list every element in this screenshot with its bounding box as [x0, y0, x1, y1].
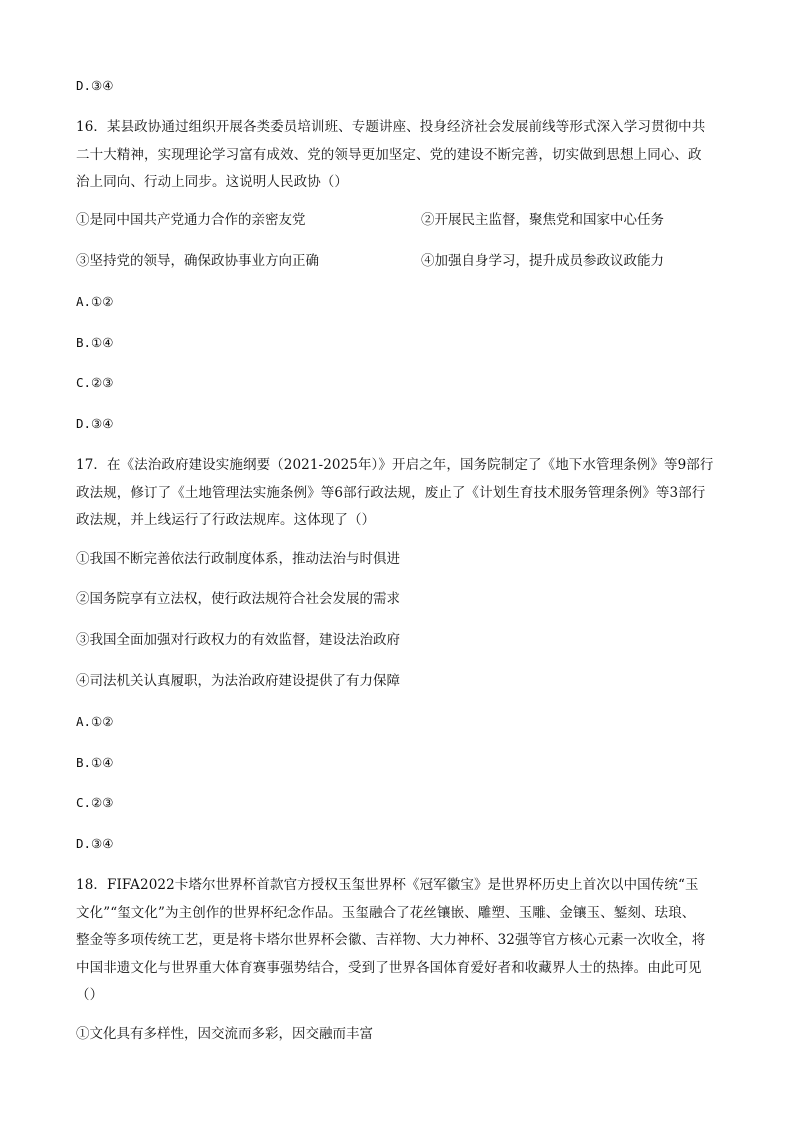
- q17-option-a: A.①②: [76, 714, 114, 729]
- q18-stem-line-5: （）: [76, 987, 104, 1003]
- q16-stem-line-2: 二十大精神，实现理论学习富有成效、党的领导更加坚定、党的建设不断完善，切实做到思想上同心、政: [76, 147, 702, 163]
- q16-option-c: C.②③: [76, 375, 114, 390]
- q16-statement-2: ②开展民主监督，聚焦党和国家中心任务: [421, 212, 664, 228]
- q16-statement-3: ③坚持党的领导，确保政协事业方向正确: [76, 253, 319, 269]
- q17-stem-line-3: 政法规，并上线运行了行政法规库。这体现了（）: [76, 512, 376, 528]
- q17-stem-line-1: 17．在《法治政府建设实施纲要（2021-2025年）》开启之年，国务院制定了《地下水管理条例》等9部行: [76, 457, 714, 473]
- q17-stem-line-2: 政法规，修订了《土地管理法实施条例》等6部行政法规，废止了《计划生育技术服务管理条例》等3部行: [76, 485, 706, 501]
- q18-statement-1: ①文化具有多样性，因交流而多彩，因交融而丰富: [76, 1026, 373, 1042]
- q16-option-d: D.③④: [76, 416, 114, 431]
- q18-stem-line-3: 整金等多项传统工艺，更是将卡塔尔世界杯会徽、吉祥物、大力神杯、32强等官方核心元素一次收全，将: [76, 932, 706, 948]
- q16-option-b: B.①④: [76, 335, 114, 350]
- q17-option-c: C.②③: [76, 795, 114, 810]
- q16-stem-line-3: 治上同向、行动上同步。这说明人民政协（）: [76, 174, 348, 190]
- q17-statement-4: ④司法机关认真履职，为法治政府建设提供了有力保障: [76, 673, 400, 689]
- q16-statement-1: ①是同中国共产党通力合作的亲密友党: [76, 212, 306, 228]
- q17-option-d: D.③④: [76, 836, 114, 851]
- q15-option-d: D.③④: [76, 78, 114, 93]
- q18-stem-line-2: 文化”“玺文化”为主创作的世界杯纪念作品。玉玺融合了花丝镶嵌、雕塑、玉雕、金镶玉、錾刻、珐琅、: [76, 905, 696, 921]
- q17-statement-1: ①我国不断完善依法行政制度体系，推动法治与时俱进: [76, 551, 400, 567]
- q17-statement-3: ③我国全面加强对行政权力的有效监督，建设法治政府: [76, 632, 400, 648]
- q16-statement-4: ④加强自身学习，提升成员参政议政能力: [421, 253, 664, 269]
- q16-option-a: A.①②: [76, 294, 114, 309]
- q17-option-b: B.①④: [76, 755, 114, 770]
- q18-stem-line-4: 中国非遗文化与世界重大体育赛事强势结合，受到了世界各国体育爱好者和收藏界人士的热捧。由此可见: [76, 960, 702, 976]
- q16-stem-line-1: 16．某县政协通过组织开展各类委员培训班、专题讲座、投身经济社会发展前线等形式深入学习贯彻中共: [76, 119, 706, 135]
- q17-statement-2: ②国务院享有立法权，使行政法规符合社会发展的需求: [76, 591, 400, 607]
- q18-stem-line-1: 18．FIFA2022卡塔尔世界杯首款官方授权玉玺世界杯《冠军徽宝》是世界杯历史上首次以中国传统“玉: [76, 877, 699, 893]
